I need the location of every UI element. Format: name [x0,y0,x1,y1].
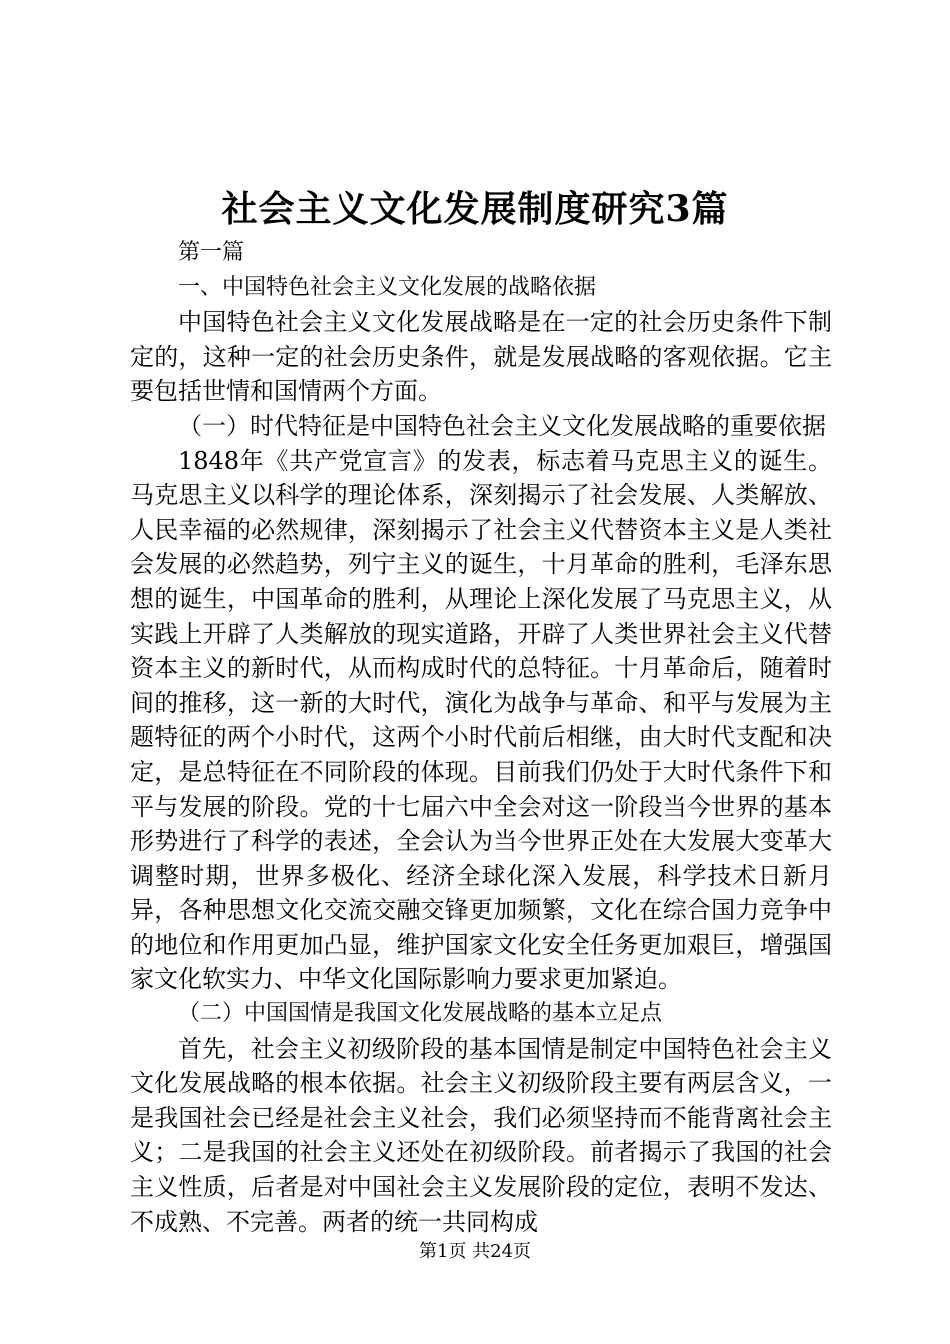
section-heading: 第一篇 [178,240,245,265]
page-footer: 第1页 共24页 [418,1241,532,1262]
section-heading: 一、中国特色社会主义文化发展的战略依据 [178,274,597,300]
subsection-heading: （二）中国国情是我国文化发展战略的基本立足点 [178,1001,663,1027]
subsection-heading: （一）时代特征是中国特色社会主义文化发展战略的重要依据 [178,411,826,440]
body-paragraph: 1848年《共产党宣言》的发表，标志着马克思主义的诞生。马克思主义以科学的理论体系，深刻揭示了社会发展、人类解放、人民幸福的必然规律，深刻揭示了社会主义代替资本主义是人类社会发展的必然趋势，列宁主义的诞生，十月革命的胜利，毛泽东思想的诞生，中国革命的胜利，从理论上深化发展了马克思主义，从实践上开辟了人类解放的现实道路，开辟了人类世界社会主义代替资本主义的新时代，从而构成时代的总特征。十月革命后，随着时间的推移，这一新的大时代，演化为战争与革命、和平与发展为主题特征的两个小时代，这两个小时代前后相继，由大时代支配和决定，是总特征在不同阶段的体现。目前我们仍处于大时代条件下和平与发展的阶段。党的十七届六中全会对这一阶段当今世界的基本形势进行了科学的表述，全会认为当今世界正处在大发展大变革大调整时期，世界多极化、经济全球化深入发展，科学技术日新月异，各种思想文化交流交融交锋更加频繁，文化在综合国力竞争中的地位和作用更加凸显，维护国家文化安全任务更加艰巨，增强国家文化软实力、中华文化国际影响力要求更加紧迫。 [130,446,832,994]
body-paragraph: 中国特色社会主义文化发展战略是在一定的社会历史条件下制定的，这种一定的社会历史条件，就是发展战略的客观依据。它主要包括世情和国情两个方面。 [130,308,832,406]
document-body [130,236,832,1239]
body-paragraph: 首先，社会主义初级阶段的基本国情是制定中国特色社会主义文化发展战略的根本依据。社会主义初级阶段主要有两层含义，一是我国社会已经是社会主义社会，我们必须坚持而不能背离社会主义；二是我国的社会主义还处在初级阶段。前者揭示了我国的社会主义性质，后者是对中国社会主义发展阶段的定位，表明不发达、不成熟、不完善。两者的统一共同构成 [130,1034,832,1236]
document-title: 社会主义文化发展制度研究3篇 [221,188,729,230]
